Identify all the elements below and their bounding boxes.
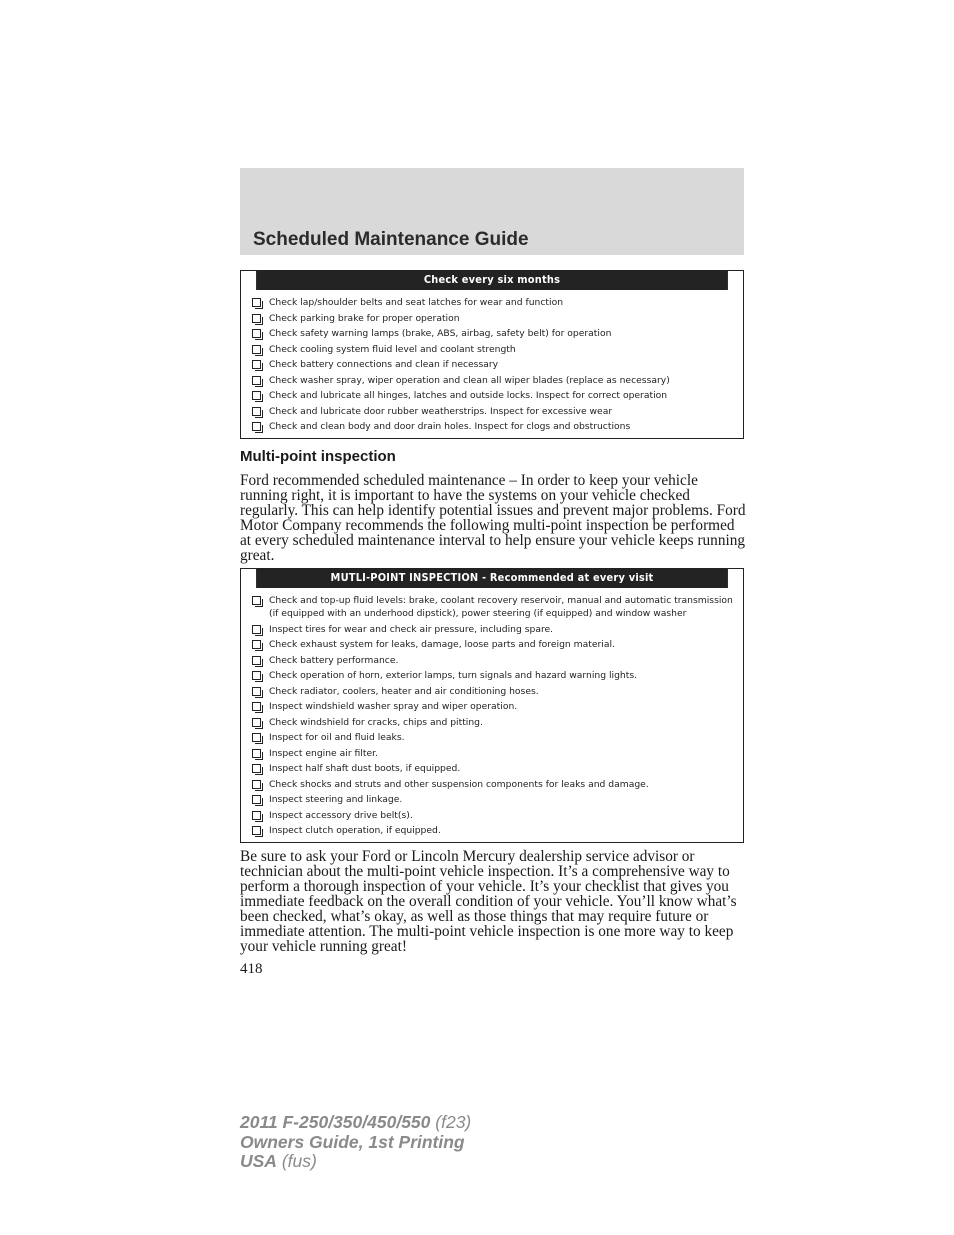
checklist-item-text: Check battery connections and clean if necessary: [269, 359, 499, 370]
checkbox-icon: [252, 687, 261, 696]
checkbox-icon: [252, 749, 261, 758]
checklist-item: [241, 777, 743, 793]
checkbox-icon: [252, 733, 261, 742]
checkbox-icon: [252, 360, 261, 369]
checkbox-icon: [252, 625, 261, 634]
checkbox-icon: [252, 671, 261, 680]
checklist-item: [241, 326, 743, 342]
checklist-item: [241, 593, 743, 622]
footer-printing-info: [240, 1113, 471, 1172]
checkbox-icon: [252, 298, 261, 307]
checkbox-icon: [252, 811, 261, 820]
checklist-item-text: Inspect for oil and fluid leaks.: [269, 732, 405, 743]
checkbox-icon: [252, 702, 261, 711]
checkbox-icon: [252, 407, 261, 416]
checklist-item: [241, 746, 743, 762]
checkbox-icon: [252, 596, 261, 605]
checkbox-icon: [252, 314, 261, 323]
checklist-item-text: Inspect tires for wear and check air pressure, including spare.: [269, 623, 554, 635]
intro-paragraph: Ford recommended scheduled maintenance – In order to keep your vehicle running right, it is important to have the systems on your vehicle checked regularly. This can help identify potential issues and prevent major problems. Ford Motor Company recommends the following multi-point inspection be performed at every scheduled maintenance interval to help ensure your vehicle keeps running great.: [240, 472, 746, 564]
checklist-heading: Check every six months: [256, 271, 728, 290]
checklist-item-text: Check washer spray, wiper operation and clean all wiper blades (replace as necessary): [269, 374, 670, 386]
checkbox-icon: [252, 795, 261, 804]
checklist-item: [241, 311, 743, 327]
checkbox-icon: [252, 764, 261, 773]
checklist-item-text: Check operation of horn, exterior lamps, turn signals and hazard warning lights.: [269, 670, 638, 681]
checkbox-icon: [252, 391, 261, 400]
checklist-item-text: Inspect clutch operation, if equipped.: [269, 825, 441, 836]
header-band: [240, 168, 744, 255]
checklist-item-text: Check and clean body and door drain holes. Inspect for clogs and obstructions: [269, 421, 631, 432]
checklist-item: [241, 622, 743, 638]
closing-paragraph: Be sure to ask your Ford or Lincoln Mercury dealership service advisor or technician about the multi-point vehicle inspection. It’s a comprehensive way to perform a thorough inspection of your vehicle. It’s your checklist that gives you immediate feedback on the overall condition of your vehicle. You’ll know what’s been checked, what’s okay, as well as those things that may require future or immediate attention. The multi-point vehicle inspection is one more way to keep your vehicle running great!: [240, 848, 737, 955]
checklist-item-text: Check and top-up fluid levels: brake, coolant recovery reservoir, manual and automatic transmission (if equipped with an underhood dipstick), power steering (if equipped) and window washer: [269, 595, 733, 619]
checkbox-icon: [252, 656, 261, 665]
checklist-item: [241, 295, 743, 311]
checklist-item: [241, 823, 743, 839]
footer-line-model: [240, 1113, 471, 1133]
checklist-item: [241, 808, 743, 824]
checkbox-icon: [252, 640, 261, 649]
checklist-item: [241, 761, 743, 777]
checklist-items: [241, 290, 743, 438]
checklist-item-text: Check radiator, coolers, heater and air conditioning hoses.: [269, 685, 539, 697]
checklist-item: [241, 342, 743, 358]
checklist-item: [241, 715, 743, 731]
checkbox-icon: [252, 826, 261, 835]
footer-line-market: [240, 1152, 471, 1172]
checklist-item: [241, 357, 743, 373]
checklist-item-text: Check and lubricate door rubber weatherstrips. Inspect for excessive wear: [269, 405, 613, 417]
checklist-item-text: Inspect steering and linkage.: [269, 794, 403, 805]
checklist-item: [241, 419, 743, 435]
checklist-item-text: Check windshield for cracks, chips and pitting.: [269, 716, 483, 728]
checklist-item: [241, 668, 743, 684]
checklist-item-text: Check safety warning lamps (brake, ABS, airbag, safety belt) for operation: [269, 328, 612, 339]
checkbox-icon: [252, 718, 261, 727]
checklist-item-text: Check battery performance.: [269, 654, 399, 666]
checklist-item: [241, 792, 743, 808]
checklist-item: [241, 637, 743, 653]
checklist-item-text: Check cooling system fluid level and coolant strength: [269, 343, 516, 355]
checklist-item: [241, 699, 743, 715]
footer-market: USA: [240, 1151, 277, 1171]
checklist-items: [241, 588, 743, 842]
footer-model: 2011 F-250/350/450/550: [240, 1112, 431, 1132]
checklist-item: [241, 653, 743, 669]
footer-line-edition: [240, 1133, 471, 1153]
checklist-item-text: Check shocks and struts and other suspension components for leaks and damage.: [269, 778, 649, 790]
checklist-item-text: Inspect windshield washer spray and wiper operation.: [269, 701, 518, 712]
checklist-item: [241, 730, 743, 746]
checkbox-icon: [252, 422, 261, 431]
multipoint-checklist: [240, 568, 744, 843]
checklist-item: [241, 404, 743, 420]
checklist-heading: MUTLI-POINT INSPECTION - Recommended at every visit: [256, 569, 728, 588]
checklist-item-text: Check exhaust system for leaks, damage, loose parts and foreign material.: [269, 639, 615, 650]
checklist-item: [241, 684, 743, 700]
page-number: 418: [240, 961, 263, 977]
checklist-item-text: Check parking brake for proper operation: [269, 312, 460, 324]
checklist-item: [241, 388, 743, 404]
footer-model-code: (f23): [435, 1112, 472, 1132]
six-month-checklist: [240, 270, 744, 439]
checklist-item-text: Inspect half shaft dust boots, if equipped.: [269, 763, 461, 774]
footer-edition: Owners Guide, 1st Printing: [240, 1131, 465, 1152]
footer-market-code: (fus): [281, 1151, 317, 1171]
checkbox-icon: [252, 345, 261, 354]
checklist-item-text: Check and lubricate all hinges, latches and outside locks. Inspect for correct operation: [269, 390, 668, 401]
checklist-item: [241, 373, 743, 389]
page-title: Scheduled Maintenance Guide: [253, 229, 529, 250]
checkbox-icon: [252, 376, 261, 385]
checkbox-icon: [252, 329, 261, 338]
section-heading: Multi-point inspection: [240, 448, 396, 465]
checklist-item-text: Inspect accessory drive belt(s).: [269, 809, 413, 821]
checkbox-icon: [252, 780, 261, 789]
checklist-item-text: Inspect engine air filter.: [269, 747, 378, 759]
checklist-item-text: Check lap/shoulder belts and seat latches for wear and function: [269, 297, 564, 308]
